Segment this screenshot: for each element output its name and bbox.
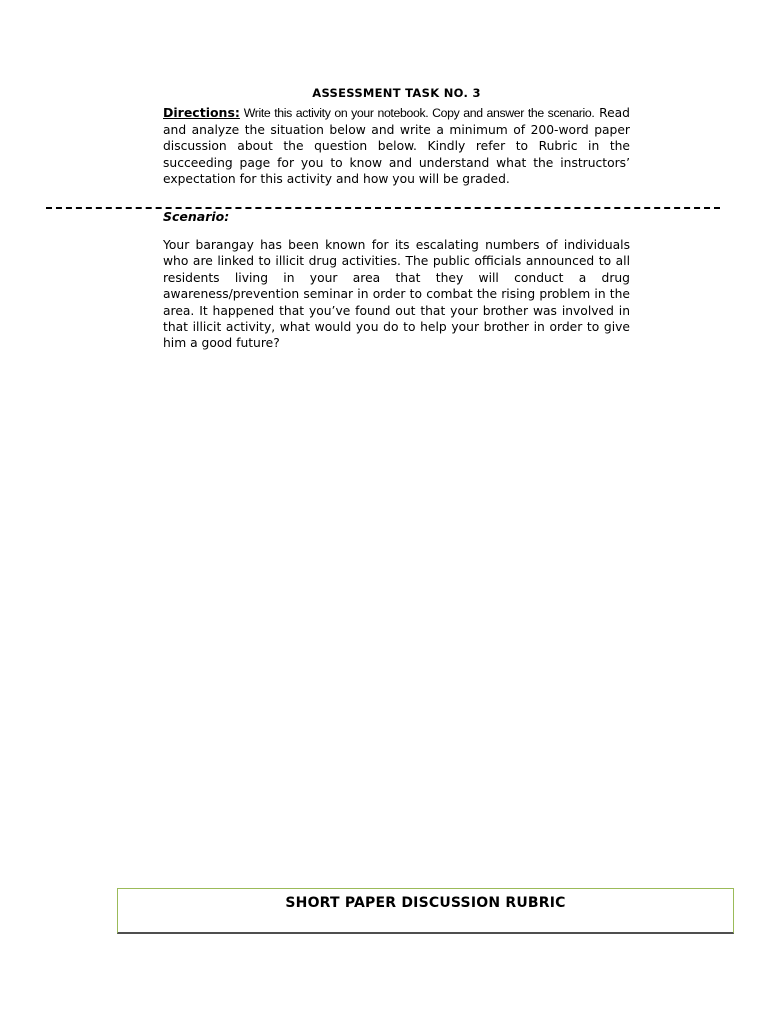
rubric-title: SHORT PAPER DISCUSSION RUBRIC — [285, 895, 566, 911]
directions-label: Directions: — [163, 105, 240, 120]
rubric-header-box — [117, 888, 734, 934]
scenario-text: Your barangay has been known for its escalating numbers of individuals who are linked to illicit drug activities. The public officials announced to all residents living in your area that they will conduct a drug awareness/prevention seminar in order to combat the rising problem in the area. It happened that you’ve found out that your brother was involved in that illicit activity, what would you do to help your brother in order to give him a good future? — [163, 238, 630, 351]
scenario-label: Scenario: — [163, 209, 230, 224]
dashed-divider — [46, 207, 720, 209]
directions-body: Read and analyze the situation below and write a minimum of 200-word paper discussion about the question below. Kindly refer to Rubric in the succeeding page for you to know and understand what the instructors’ expectation for this activity and how you will be graded. — [163, 106, 630, 186]
directions-first-sentence: Write this activity on your notebook. Copy and answer the scenario. — [239, 106, 595, 120]
assessment-task-title: ASSESSMENT TASK NO. 3 — [312, 86, 481, 100]
directions-paragraph — [163, 105, 630, 188]
